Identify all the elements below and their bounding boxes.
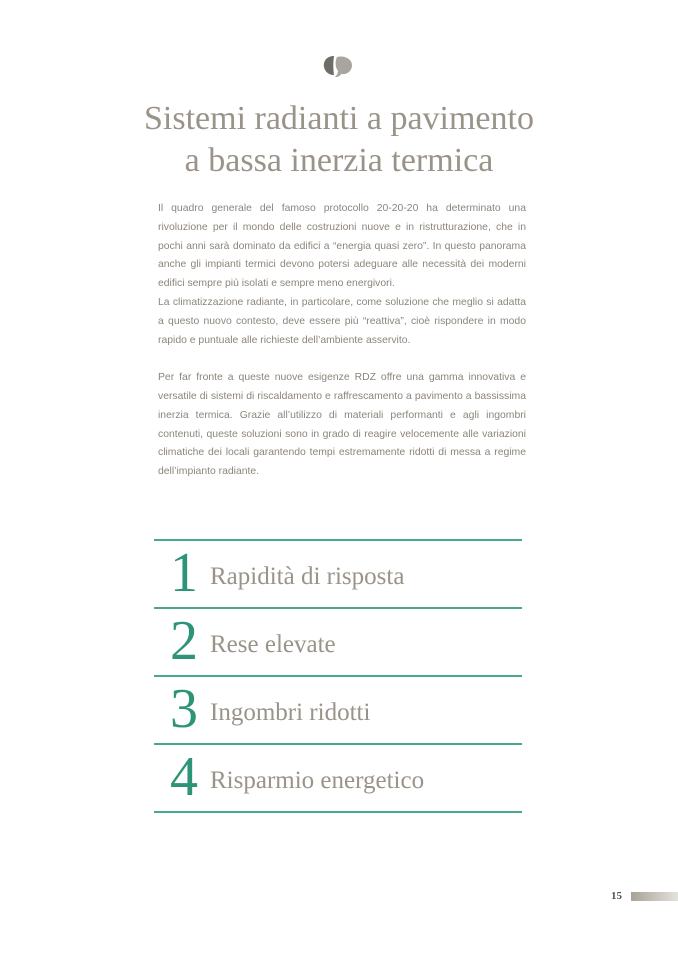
feature-number: 2 [170,610,198,672]
feature-item [154,609,522,677]
feature-number: 3 [170,678,198,740]
feature-item [154,541,522,609]
intro-text [158,200,526,482]
page-title-line-1: Sistemi radianti a pavimento [144,100,534,137]
feature-item [154,677,522,745]
feature-list [154,539,522,813]
feature-label: Rese elevate [210,631,336,658]
feature-number: 4 [170,746,198,808]
page-title [60,98,618,182]
leaf-logo-icon [322,54,354,78]
page-number-bar [631,892,678,901]
intro-paragraph-2: La climatizzazione radiante, in particolare, come soluzione che meglio si adatta a questo nuovo contesto, deve essere più “reattiva”, cioè rispondere in modo rapido e puntuale alle richieste dell’ambiente asservito. [158,296,526,346]
feature-number: 1 [170,542,198,604]
feature-label: Risparmio energetico [210,767,425,794]
intro-paragraph-1: Il quadro generale del famoso protocollo 20-20-20 ha determinato una rivoluzione per il mondo delle costruzioni nuove e in ristrutturazione, che in pochi anni sarà dominato da edifici a “energia quasi zero”. In questo panorama anche gli impianti termici devono potersi adeguare alle necessità dei moderni edifici sempre più isolati e sempre meno energivori. [158,203,526,290]
feature-label: Ingombri ridotti [210,699,371,726]
page-number: 15 [611,890,622,902]
intro-paragraph-3: Per far fronte a queste nuove esigenze RDZ offre una gamma innovativa e versatile di sistemi di riscaldamento e raffrescamento a pavimento a bassissima inerzia termica. Grazie all’utilizzo di materiali performanti e agli ingombri contenuti, queste soluzioni sono in grado di reagire velocemente alle variazioni climatiche dei locali garantendo tempi estremamente ridotti di messa a regime dell’impianto radiante. [158,372,526,478]
feature-item [154,745,522,813]
feature-label: Rapidità di risposta [210,563,405,590]
page-title-line-2: a bassa inerzia termica [184,142,494,179]
